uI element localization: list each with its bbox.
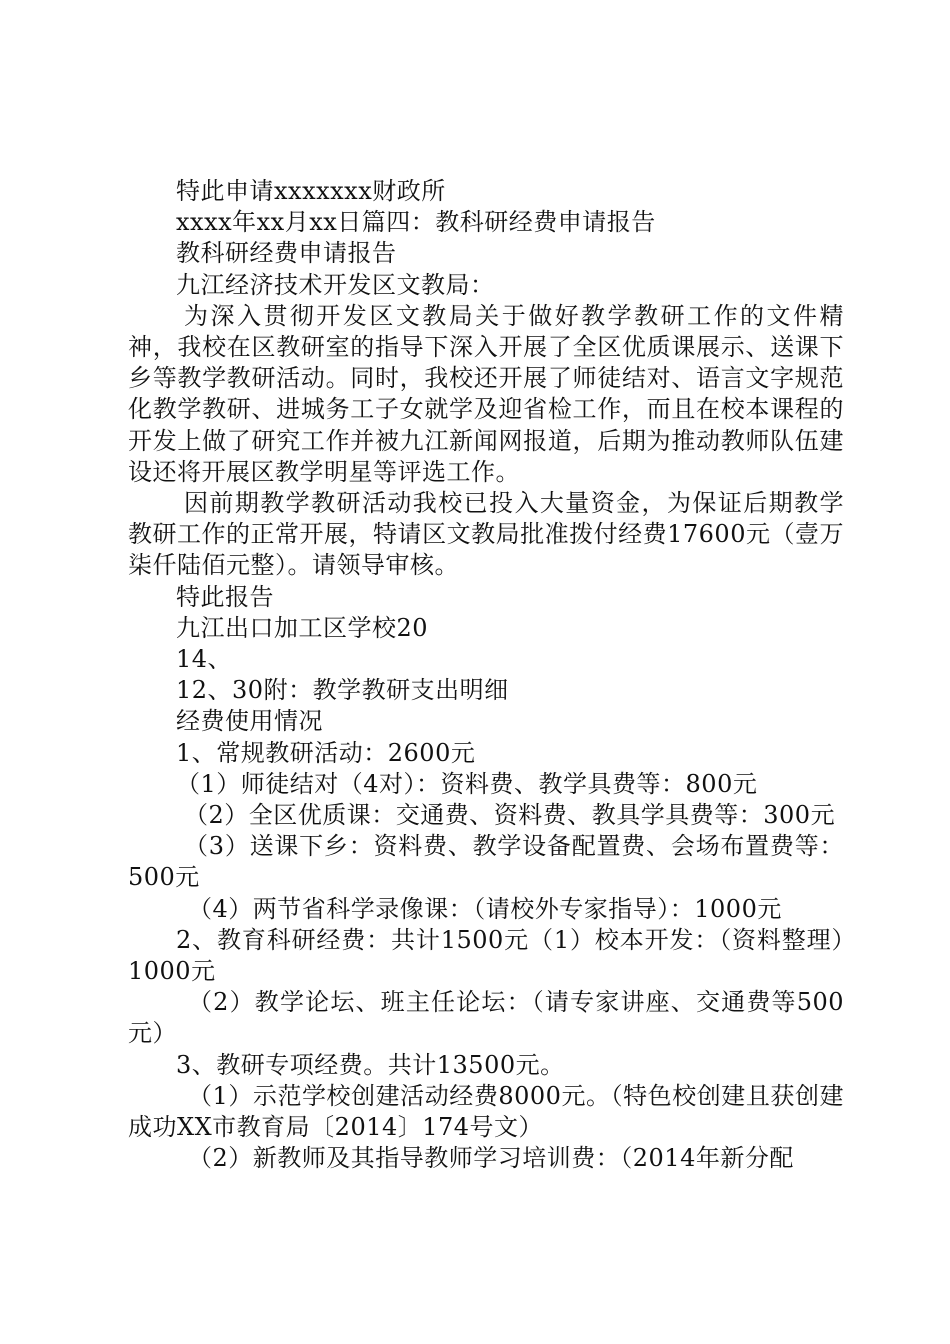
item-2-2: （2）教学论坛、班主任论坛：（请专家讲座、交通费等500元） — [128, 988, 844, 1048]
date-title-line: xxxx年xx月xx日篇四：教科研经费申请报告 — [176, 208, 656, 237]
document-body — [128, 176, 844, 1174]
date-fragment-line: 14、 — [176, 644, 233, 673]
paragraph-background: 为深入贯彻开发区文教局关于做好教学教研工作的文件精神，我校在区教研室的指导下深入开展了全区优质课展示、送课下乡等教学教研活动。同时，我校还开展了师徒结对、语言文字规范化教学教研、进城务工子女就学及迎省检工作，而且在校本课程的开发上做了研究工作并被九江新闻网报道，后期为推动教师队伍建设还将开展区教学明星等评选工作。 — [128, 301, 844, 486]
item-3-heading: 3、教研专项经费。共计13500元。 — [176, 1050, 565, 1079]
report-title: 教科研经费申请报告 — [176, 239, 397, 268]
item-1-2: （2）全区优质课：交通费、资料费、教具学具费等：300元 — [184, 800, 836, 829]
closing-report-line: 特此报告 — [176, 582, 274, 611]
item-2: 2、教育科研经费：共计1500元（1）校本开发：（资料整理）1000元 — [128, 925, 844, 985]
addressee-line: 九江经济技术开发区文教局： — [176, 270, 495, 299]
paragraph-request: 因前期教学教研活动我校已投入大量资金，为保证后期教学教研工作的正常开展，特请区文教局批准拨付经费17600元（壹万柒仟陆佰元整）。请领导审核。 — [128, 488, 844, 580]
item-1-3: （3）送课下乡：资料费、教学设备配置费、会场布置费等：500元 — [128, 832, 844, 892]
closing-request-line: 特此申请xxxxxxx财政所 — [176, 177, 446, 205]
item-1-4: （4）两节省科学录像课：（请校外专家指导）：1000元 — [188, 894, 782, 923]
item-3-1: （1）示范学校创建活动经费8000元。（特色校创建且获创建成功XX市教育局〔2014〕174号文） — [128, 1081, 844, 1141]
attachment-line: 12、30附：教学教研支出明细 — [176, 676, 509, 705]
item-3-2: （2）新教师及其指导教师学习培训费：（2014年新分配 — [188, 1144, 794, 1173]
signature-school-line: 九江出口加工区学校20 — [176, 613, 429, 642]
item-1-1: （1）师徒结对（4对）：资料费、教学具费等：800元 — [176, 769, 758, 798]
section-heading: 经费使用情况 — [176, 707, 323, 736]
item-1-heading: 1、常规教研活动：2600元 — [176, 738, 476, 767]
